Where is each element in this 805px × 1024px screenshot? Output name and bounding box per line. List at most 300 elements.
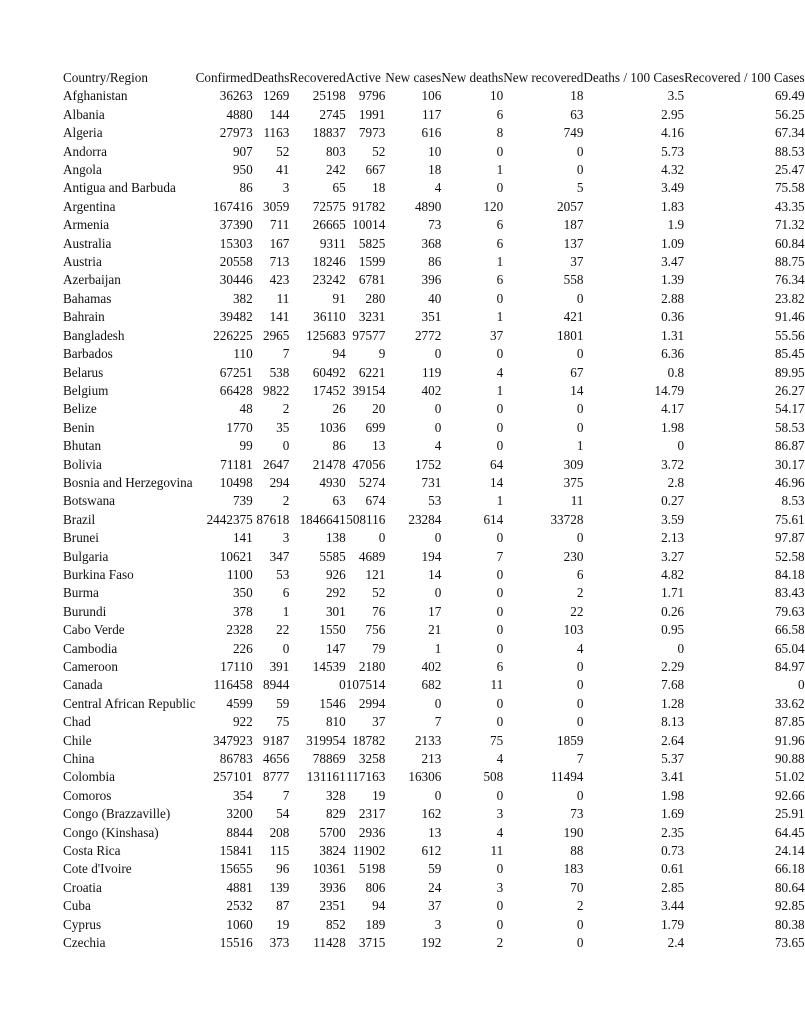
cell-new-cases: 23284 — [408, 511, 442, 527]
cell-new-cases: 18 — [428, 162, 442, 178]
cell-recovered-per-100: 26.27 — [774, 382, 805, 398]
cell-deaths: 2 — [282, 493, 290, 509]
cell-deaths-per-100: 3.44 — [661, 898, 685, 914]
cell-new-deaths: 7 — [496, 548, 504, 564]
cell-deaths: 0 — [282, 640, 290, 656]
cell-active: 5825 — [358, 235, 386, 251]
cell-confirmed: 226 — [232, 640, 253, 656]
cell-confirmed: 48 — [239, 401, 253, 417]
cell-recovered-per-100: 84.97 — [774, 659, 805, 674]
cell-new-deaths: 4 — [496, 751, 504, 767]
cell-new-cases: 2133 — [414, 732, 442, 748]
cell-country: Burma — [63, 585, 99, 601]
cell-new-deaths: 1 — [496, 254, 504, 270]
cell-recovered-per-100: 73.65 — [774, 935, 805, 951]
cell-new-cases: 119 — [422, 364, 442, 380]
cell-recovered: 21478 — [312, 456, 346, 472]
cell-country: Canada — [63, 677, 103, 693]
cell-new-recovered: 137 — [563, 235, 584, 251]
cell-country: Botswana — [63, 493, 116, 509]
cell-country: Australia — [63, 235, 112, 251]
cell-recovered-per-100: 97.87 — [774, 530, 805, 546]
cell-new-recovered: 375 — [563, 474, 584, 490]
cell-new-recovered: 67 — [570, 364, 584, 380]
cell-confirmed: 99 — [239, 438, 253, 454]
cell-country: Comoros — [63, 787, 112, 803]
cell-recovered: 131161 — [306, 769, 346, 785]
table-row — [63, 235, 805, 253]
cell-new-cases: 4890 — [414, 198, 442, 214]
cell-new-cases: 7 — [434, 714, 442, 730]
cell-country: Congo (Kinshasa) — [63, 824, 159, 840]
cell-deaths: 711 — [270, 217, 290, 233]
cell-country: Croatia — [63, 879, 102, 895]
cell-confirmed: 4881 — [226, 879, 253, 895]
cell-confirmed: 4880 — [226, 106, 253, 122]
cell-deaths: 3059 — [262, 198, 290, 214]
cell-confirmed: 36263 — [219, 88, 253, 104]
cell-new-deaths: 1 — [496, 493, 504, 509]
cell-recovered: 242 — [325, 162, 346, 178]
cell-country: Bahamas — [63, 290, 112, 306]
table-row — [63, 216, 805, 234]
header-country-region: Country/Region — [63, 70, 148, 85]
cell-new-cases: 351 — [421, 309, 442, 325]
table-row — [63, 934, 805, 952]
cell-new-recovered: 0 — [576, 290, 584, 306]
cell-active: 674 — [365, 493, 386, 509]
cell-country: Bolivia — [63, 456, 102, 472]
cell-active: 6781 — [358, 272, 386, 288]
cell-new-cases: 616 — [421, 125, 442, 141]
cell-recovered: 1846641 — [299, 511, 346, 527]
cell-new-recovered: 0 — [576, 530, 584, 546]
cell-new-deaths: 3 — [496, 806, 504, 822]
cell-new-cases: 106 — [421, 88, 442, 104]
table-row — [63, 529, 805, 547]
header-new-deaths: New deaths — [441, 70, 504, 85]
cell-deaths-per-100: 1.9 — [667, 217, 685, 233]
cell-country: Barbados — [63, 346, 113, 362]
table-row — [63, 640, 805, 658]
header-new-cases: New cases — [385, 70, 442, 85]
cell-confirmed: 27973 — [219, 125, 253, 141]
cell-confirmed: 30446 — [219, 272, 253, 288]
cell-recovered-per-100: 69.49 — [774, 88, 805, 104]
cell-country: Belgium — [63, 382, 109, 398]
cell-recovered: 17452 — [312, 382, 346, 398]
cell-deaths: 7 — [282, 787, 290, 803]
cell-deaths: 423 — [269, 272, 290, 288]
cell-recovered: 926 — [325, 566, 346, 582]
cell-deaths: 8777 — [262, 769, 290, 785]
cell-new-deaths: 75 — [490, 732, 504, 748]
cell-new-cases: 612 — [421, 843, 442, 859]
cell-new-deaths: 0 — [496, 622, 504, 638]
cell-new-cases: 396 — [421, 272, 442, 288]
cell-new-recovered: 0 — [576, 935, 584, 951]
cell-recovered: 63 — [332, 493, 346, 509]
cell-active: 189 — [365, 916, 386, 932]
cell-recovered: 65 — [332, 180, 346, 196]
cell-new-cases: 2772 — [414, 327, 442, 343]
cell-new-cases: 117 — [422, 106, 442, 122]
cell-confirmed: 922 — [232, 714, 253, 730]
cell-deaths: 373 — [269, 935, 290, 951]
cell-recovered: 25198 — [312, 88, 346, 104]
table-row — [63, 327, 805, 345]
cell-new-recovered: 5 — [576, 180, 584, 196]
cell-deaths-per-100: 1.71 — [661, 585, 685, 601]
cell-deaths-per-100: 0 — [677, 640, 685, 656]
cell-recovered: 0 — [339, 677, 346, 693]
cell-new-cases: 16306 — [408, 769, 442, 785]
cell-deaths: 11 — [276, 290, 290, 306]
table-row — [63, 916, 805, 934]
cell-active: 4689 — [358, 548, 386, 564]
cell-country: Burundi — [63, 603, 107, 619]
cell-deaths-per-100: 0.26 — [661, 603, 685, 619]
cell-new-deaths: 0 — [496, 714, 504, 730]
cell-recovered: 3824 — [319, 843, 346, 859]
cell-new-cases: 192 — [421, 935, 442, 951]
cell-new-recovered: 0 — [576, 162, 584, 178]
cell-confirmed: 39482 — [219, 309, 253, 325]
table-row — [63, 419, 805, 437]
cell-new-deaths: 37 — [490, 327, 504, 343]
cell-recovered-per-100: 58.53 — [774, 419, 805, 435]
cell-new-deaths: 2 — [496, 935, 504, 951]
cell-recovered-per-100: 52.58 — [774, 548, 805, 564]
table-row — [63, 768, 805, 786]
cell-new-recovered: 0 — [576, 714, 584, 730]
table-row — [63, 842, 805, 860]
cell-recovered-per-100: 90.88 — [774, 751, 805, 767]
cell-new-recovered: 0 — [576, 916, 584, 932]
cell-new-recovered: 2057 — [557, 198, 584, 214]
cell-confirmed: 354 — [232, 787, 253, 803]
cell-recovered: 9311 — [319, 235, 346, 251]
cell-deaths-per-100: 1.69 — [661, 806, 685, 822]
cell-deaths: 87618 — [256, 511, 290, 527]
cell-deaths: 35 — [276, 419, 290, 435]
cell-new-deaths: 0 — [496, 585, 504, 601]
cell-new-recovered: 0 — [576, 401, 584, 417]
cell-recovered-per-100: 79.63 — [774, 603, 805, 619]
cell-new-recovered: 0 — [576, 346, 584, 362]
cell-confirmed: 15841 — [219, 843, 253, 859]
cell-deaths-per-100: 1.98 — [661, 787, 685, 803]
cell-deaths: 1163 — [263, 125, 290, 141]
cell-new-deaths: 6 — [496, 106, 504, 122]
cell-new-recovered: 190 — [563, 824, 584, 840]
cell-confirmed: 20558 — [219, 254, 253, 270]
cell-new-recovered: 11 — [570, 493, 584, 509]
cell-deaths-per-100: 0.27 — [661, 493, 685, 509]
cell-recovered: 301 — [325, 603, 346, 619]
cell-active: 1599 — [358, 254, 386, 270]
cell-recovered-per-100: 30.17 — [774, 456, 805, 472]
cell-deaths: 141 — [269, 309, 290, 325]
cell-active: 13 — [372, 438, 386, 454]
cell-country: Andorra — [63, 143, 107, 159]
cell-recovered-per-100: 24.14 — [774, 843, 805, 859]
cell-active: 280 — [365, 290, 386, 306]
cell-recovered-per-100: 25.91 — [774, 806, 805, 822]
cell-active: 9796 — [358, 88, 386, 104]
cell-recovered-per-100: 55.56 — [774, 327, 805, 343]
cell-recovered: 4930 — [319, 474, 346, 490]
cell-recovered-per-100: 86.87 — [774, 438, 805, 454]
cell-country: Antigua and Barbuda — [63, 180, 176, 196]
cell-recovered-per-100: 91.46 — [774, 309, 805, 325]
cell-active: 107514 — [345, 677, 386, 693]
cell-new-recovered: 1 — [576, 438, 584, 454]
cell-deaths: 294 — [269, 474, 290, 490]
cell-new-recovered: 4 — [576, 640, 584, 656]
cell-deaths: 208 — [269, 824, 290, 840]
cell-new-deaths: 0 — [496, 640, 504, 656]
cell-recovered: 810 — [325, 714, 346, 730]
table-row — [63, 566, 805, 584]
cell-deaths-per-100: 1.83 — [661, 198, 685, 214]
cell-active: 806 — [365, 879, 386, 895]
cell-recovered-per-100: 71.32 — [774, 217, 805, 233]
cell-new-deaths: 614 — [483, 511, 504, 527]
cell-new-deaths: 0 — [496, 861, 504, 877]
cell-country: Congo (Brazzaville) — [63, 806, 171, 822]
cell-deaths: 2 — [282, 401, 290, 417]
cell-new-deaths: 4 — [496, 364, 504, 380]
cell-new-cases: 14 — [428, 566, 442, 582]
cell-country: Cameroon — [63, 659, 118, 674]
cell-active: 7973 — [358, 125, 386, 141]
cell-new-deaths: 0 — [496, 695, 504, 711]
cell-recovered: 852 — [325, 916, 346, 932]
cell-confirmed: 71181 — [220, 456, 253, 472]
cell-deaths-per-100: 1.79 — [661, 916, 685, 932]
cell-deaths-per-100: 7.68 — [661, 677, 685, 693]
cell-recovered-per-100: 91.96 — [774, 732, 805, 748]
cell-new-deaths: 11 — [490, 677, 504, 693]
cell-new-recovered: 103 — [563, 622, 584, 638]
cell-new-cases: 0 — [434, 787, 442, 803]
cell-deaths-per-100: 14.79 — [654, 382, 685, 398]
cell-confirmed: 950 — [232, 162, 253, 178]
cell-new-recovered: 14 — [570, 382, 584, 398]
cell-deaths: 1 — [282, 603, 290, 619]
cell-deaths: 22 — [276, 622, 290, 638]
cell-new-recovered: 421 — [563, 309, 584, 325]
cell-country: Cote d'Ivoire — [63, 861, 132, 877]
cell-recovered-per-100: 51.02 — [774, 769, 805, 785]
header-recovered: Recovered — [289, 70, 346, 85]
table-row — [63, 621, 805, 639]
cell-deaths-per-100: 0.61 — [661, 861, 685, 877]
table-row — [63, 400, 805, 418]
cell-recovered: 18246 — [312, 254, 346, 270]
cell-new-recovered: 0 — [576, 419, 584, 435]
cell-deaths: 167 — [269, 235, 290, 251]
cell-new-cases: 0 — [434, 695, 442, 711]
table-row — [63, 750, 805, 768]
cell-recovered-per-100: 54.17 — [774, 401, 805, 417]
table-row — [63, 732, 805, 750]
cell-new-recovered: 7 — [576, 751, 584, 767]
cell-active: 2936 — [358, 824, 386, 840]
cell-recovered-per-100: 87.85 — [774, 714, 805, 730]
cell-new-cases: 0 — [434, 346, 442, 362]
cell-new-cases: 3 — [434, 916, 442, 932]
cell-recovered: 18837 — [312, 125, 346, 141]
cell-new-cases: 17 — [428, 603, 442, 619]
cell-confirmed: 86 — [239, 180, 253, 196]
cell-confirmed: 15303 — [219, 235, 253, 251]
header-active: Active — [345, 70, 381, 85]
cell-recovered: 14539 — [312, 659, 346, 674]
cell-confirmed: 4599 — [226, 695, 253, 711]
cell-confirmed: 2442375 — [206, 511, 253, 527]
cell-confirmed: 10621 — [219, 548, 253, 564]
cell-confirmed: 739 — [232, 493, 253, 509]
cell-deaths: 115 — [270, 843, 290, 859]
table-row — [63, 658, 805, 676]
cell-recovered-per-100: 84.18 — [774, 566, 805, 582]
cell-new-cases: 4 — [434, 180, 442, 196]
cell-new-cases: 194 — [421, 548, 442, 564]
table-row — [63, 584, 805, 602]
table-row — [63, 824, 805, 842]
cell-new-recovered: 37 — [570, 254, 584, 270]
cell-recovered: 11428 — [313, 935, 346, 951]
cell-deaths-per-100: 2.4 — [667, 935, 685, 951]
cell-deaths-per-100: 2.85 — [661, 879, 685, 895]
cell-confirmed: 10498 — [219, 474, 253, 490]
cell-active: 2994 — [358, 695, 386, 711]
cell-active: 9 — [378, 346, 386, 362]
cell-new-deaths: 0 — [496, 898, 504, 914]
cell-deaths-per-100: 1.98 — [661, 419, 685, 435]
cell-new-cases: 162 — [421, 806, 442, 822]
table-row — [63, 676, 805, 694]
cell-confirmed: 86783 — [219, 751, 253, 767]
cell-country: Benin — [63, 419, 95, 435]
cell-new-deaths: 64 — [490, 456, 504, 472]
cell-recovered-per-100: 60.84 — [774, 235, 805, 251]
cell-new-cases: 0 — [434, 401, 442, 417]
cell-recovered: 319954 — [306, 732, 346, 748]
cell-deaths: 96 — [276, 861, 290, 877]
cell-active: 3715 — [358, 935, 386, 951]
cell-confirmed: 37390 — [219, 217, 253, 233]
header-recovered-per-100: Recovered / 100 Cases — [684, 70, 805, 85]
cell-recovered-per-100: 33.62 — [774, 695, 805, 711]
cell-new-recovered: 70 — [570, 879, 584, 895]
cell-recovered-per-100: 46.96 — [774, 474, 805, 490]
cell-new-deaths: 120 — [483, 198, 504, 214]
cell-new-recovered: 749 — [563, 125, 584, 141]
cell-recovered-per-100: 83.43 — [774, 585, 805, 601]
cell-new-recovered: 73 — [570, 806, 584, 822]
cell-deaths-per-100: 5.73 — [661, 143, 685, 159]
cell-deaths: 54 — [276, 806, 290, 822]
cell-new-deaths: 14 — [490, 474, 504, 490]
table-row — [63, 603, 805, 621]
cell-new-cases: 402 — [421, 659, 442, 674]
cell-active: 10014 — [352, 217, 386, 233]
cell-deaths: 4656 — [262, 751, 290, 767]
cell-active: 18 — [372, 180, 386, 196]
cell-deaths: 347 — [269, 548, 290, 564]
cell-confirmed: 167416 — [213, 198, 253, 214]
cell-deaths: 6 — [282, 585, 290, 601]
cell-new-cases: 731 — [421, 474, 442, 490]
cell-recovered: 147 — [325, 640, 346, 656]
cell-country: Cuba — [63, 898, 91, 914]
table-row — [63, 492, 805, 510]
cell-deaths-per-100: 4.17 — [661, 401, 685, 417]
cell-recovered-per-100: 75.58 — [774, 180, 805, 196]
cell-confirmed: 8844 — [226, 824, 253, 840]
covid-country-table — [63, 69, 805, 953]
cell-deaths: 0 — [282, 438, 290, 454]
cell-new-recovered: 11494 — [550, 769, 584, 785]
header-row — [63, 69, 805, 87]
cell-confirmed: 141 — [232, 530, 253, 546]
table-row — [63, 308, 805, 326]
cell-confirmed: 378 — [232, 603, 253, 619]
cell-new-cases: 0 — [434, 530, 442, 546]
table-row — [63, 87, 805, 105]
cell-deaths-per-100: 4.32 — [661, 162, 685, 178]
cell-deaths-per-100: 8.13 — [661, 714, 685, 730]
cell-active: 47056 — [352, 456, 386, 472]
cell-active: 6221 — [358, 364, 386, 380]
table-row — [63, 437, 805, 455]
cell-new-deaths: 0 — [496, 530, 504, 546]
cell-confirmed: 350 — [232, 585, 253, 601]
cell-recovered: 86 — [332, 438, 346, 454]
cell-country: Armenia — [63, 217, 110, 233]
cell-new-cases: 40 — [428, 290, 442, 306]
cell-new-deaths: 0 — [496, 290, 504, 306]
cell-recovered: 1550 — [319, 622, 346, 638]
cell-confirmed: 2328 — [226, 622, 253, 638]
cell-new-cases: 10 — [428, 143, 442, 159]
cell-country: Czechia — [63, 935, 106, 951]
cell-new-recovered: 187 — [563, 217, 584, 233]
cell-recovered-per-100: 88.75 — [774, 254, 805, 270]
cell-new-cases: 1752 — [414, 456, 442, 472]
cell-country: Cabo Verde — [63, 622, 125, 638]
cell-confirmed: 1100 — [226, 566, 253, 582]
cell-new-recovered: 88 — [570, 843, 584, 859]
cell-new-cases: 0 — [434, 419, 442, 435]
cell-new-recovered: 2 — [576, 898, 584, 914]
cell-confirmed: 226225 — [213, 327, 253, 343]
cell-recovered: 803 — [325, 143, 346, 159]
cell-deaths-per-100: 3.27 — [661, 548, 685, 564]
cell-deaths: 2647 — [262, 456, 290, 472]
table-row — [63, 860, 805, 878]
cell-new-deaths: 0 — [496, 346, 504, 362]
cell-recovered-per-100: 85.45 — [774, 346, 805, 362]
cell-new-recovered: 558 — [563, 272, 584, 288]
table-row — [63, 345, 805, 363]
cell-recovered-per-100: 75.61 — [774, 511, 805, 527]
cell-recovered-per-100: 64.45 — [774, 824, 805, 840]
cell-deaths: 53 — [276, 566, 290, 582]
